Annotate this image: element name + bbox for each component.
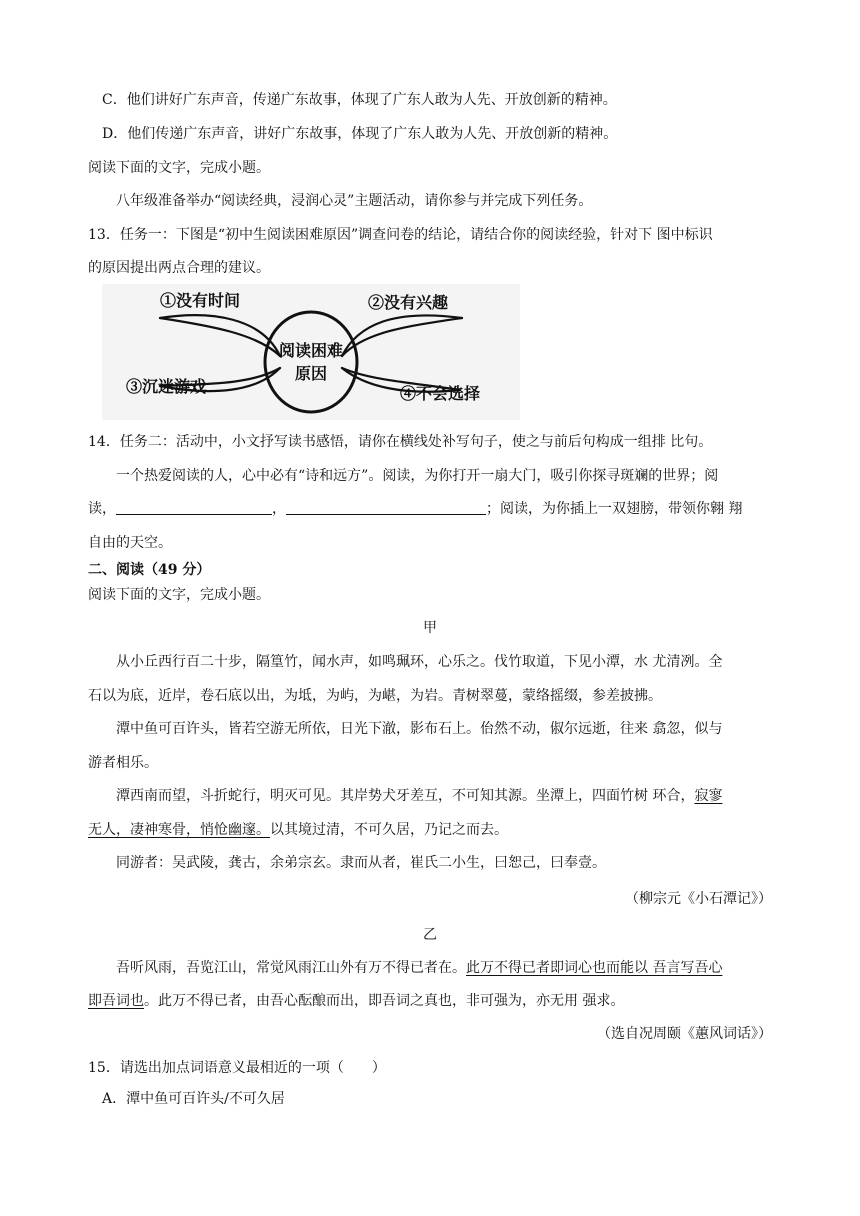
reading-instruction-2: 阅读下面的文字，完成小题。 bbox=[88, 587, 270, 603]
q13-line-2: 的原因提出两点合理的建议。 bbox=[88, 260, 270, 276]
q14-passage-line-3: 自由的天空。 bbox=[88, 535, 172, 551]
jia-p1-line-1: 从小丘西行百二十步，隔篁竹，闻水声，如鸣珮环，心乐之。伐竹取道，下见小潭，水 尤清冽。全 bbox=[116, 654, 723, 670]
answer-blank-2[interactable] bbox=[286, 500, 486, 515]
q14-prompt: 14．任务二：活动中，小文抒写读书感悟，请你在横线处补写句子，使之与前后句构成一组排 比句。 bbox=[88, 434, 713, 450]
jia-p2-line-2: 游者相乐。 bbox=[88, 755, 158, 771]
jia-p3-line-1: 潭西南而望，斗折蛇行，明灭可见。其岸势犬牙差互，不可知其源。坐潭上，四面竹树 环合，寂寥 bbox=[116, 788, 723, 804]
jia-source: （柳宗元《小石潭记》） bbox=[625, 891, 772, 907]
reading-difficulty-diagram bbox=[102, 284, 520, 420]
option-c: C．他们讲好广东声音，传递广东故事，体现了广东人敢为人先、开放创新的精神。 bbox=[102, 92, 617, 108]
diagram-item-1: ①没有时间 bbox=[160, 293, 241, 310]
diagram-item-4: ④不会选择 bbox=[400, 386, 481, 403]
diagram-item-3: ③沉迷游戏 bbox=[126, 379, 207, 396]
diagram-item-2: ②没有兴趣 bbox=[368, 295, 449, 312]
underlined-sentence-jia-cont: 无人，凄神寒骨，悄怆幽邃。 bbox=[88, 822, 270, 838]
yi-p1-line-1: 吾听风雨，吾览江山，常觉风雨江山外有万不得已者在。此万不得已者即词心也而能以 吾言写吾心 bbox=[116, 960, 723, 976]
option-d: D．他们传递广东声音，讲好广东故事，体现了广东人敢为人先、开放创新的精神。 bbox=[102, 126, 618, 142]
diagram-center-line-1: 阅读困难 bbox=[278, 343, 344, 360]
activity-intro: 八年级准备举办“阅读经典，浸润心灵”主题活动，请你参与并完成下列任务。 bbox=[116, 193, 593, 209]
jia-p3-line-2: 无人，凄神寒骨，悄怆幽邃。以其境过清，不可久居，乃记之而去。 bbox=[88, 822, 508, 838]
yi-source: （选自况周颐《蕙风词话》） bbox=[597, 1026, 772, 1042]
reading-instruction: 阅读下面的文字，完成小题。 bbox=[88, 160, 270, 176]
q13-line-1: 13．任务一：下图是“初中生阅读困难原因”调查问卷的结论，请结合你的阅读经验，针对下 图中标识 bbox=[88, 227, 713, 243]
jia-p4: 同游者：吴武陵，龚古，余弟宗玄。隶而从者，崔氏二小生，曰恕己，曰奉壹。 bbox=[116, 855, 606, 871]
underlined-sentence-yi: 此万不得已者即词心也而能以 吾言写吾心 bbox=[466, 960, 723, 976]
text-yi-label: 乙 bbox=[423, 927, 437, 943]
jia-p1-line-2: 石以为底，近岸，卷石底以出，为坻，为屿，为嵁，为岩。青树翠蔓，蒙络摇缀，参差披拂。 bbox=[88, 688, 662, 704]
diagram-center-line-2: 原因 bbox=[294, 366, 328, 383]
answer-blank-1[interactable] bbox=[116, 500, 272, 515]
q14-passage-line-2: 读， ， ；阅读，为你插上一双翅膀，带领你翱 翔 bbox=[88, 501, 743, 517]
underlined-sentence-yi-cont: 即吾词也 bbox=[88, 993, 144, 1009]
q15-prompt: 15．请选出加点词语意义最相近的一项（ ） bbox=[88, 1060, 386, 1076]
yi-p1-line-2: 即吾词也。此万不得已者，由吾心酝酿而出，即吾词之真也，非可强为，亦无用 强求。 bbox=[88, 993, 625, 1009]
q14-passage-line-1: 一个热爱阅读的人，心中必有“诗和远方”。阅读，为你打开一扇大门，吸引你探寻斑斓的世界；阅 bbox=[116, 468, 719, 484]
text-jia-label: 甲 bbox=[423, 620, 437, 636]
section-title: 二、阅读（49 分） bbox=[88, 562, 211, 578]
underlined-sentence-jia: 寂寥 bbox=[694, 788, 723, 804]
jia-p2-line-1: 潭中鱼可百许头，皆若空游无所依，日光下澈，影布石上。佁然不动，俶尔远逝，往来 翕忽，似与 bbox=[116, 721, 723, 737]
q15-option-a: A．潭中鱼可百许头/不可久居 bbox=[102, 1091, 285, 1107]
